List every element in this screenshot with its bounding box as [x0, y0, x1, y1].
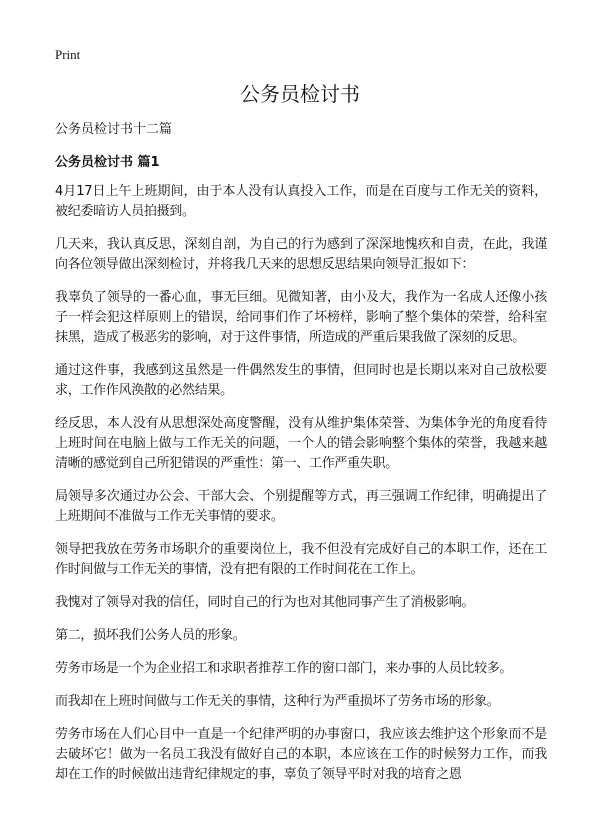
- paragraph: 我辜负了领导的一番心血，事无巨细。见微知著，由小及大，我作为一名成人还像小孩子一样会犯这样原则上的错误，给同事们作了坏榜样，影响了整个集体的荣誉，给科室抹黑，造成了极恶劣的影响，对于这件事情，所造成的严重后果我做了深刻的反思。: [55, 290, 547, 345]
- paragraph: 通过这件事，我感到这虽然是一件偶然发生的事情，但同时也是长期以来对自己放松要求，工作作风涣散的必然结果。: [55, 363, 547, 398]
- paragraph: 4月17日上午上班期间，由于本人没有认真投入工作，而是在百度与工作无关的资料，被纪委暗访人员拍摄到。: [55, 184, 547, 219]
- section-heading: 公务员检讨书 篇1: [55, 155, 160, 170]
- paragraph: 领导把我放在劳务市场职介的重要岗位上，我不但没有完成好自己的本职工作，还在工作时间做与工作无关的事情，没有把有限的工作时间花在工作上。: [55, 542, 547, 577]
- paragraph: 几天来，我认真反思，深刻自剖，为自己的行为感到了深深地愧疚和自责，在此，我谨向各位领导做出深刻检讨，并将我几天来的思想反思结果向领导汇报如下：: [55, 237, 547, 272]
- print-link[interactable]: Print: [55, 47, 81, 62]
- document-subtitle: 公务员检讨书十二篇: [55, 122, 173, 137]
- paragraph: 而我却在上班时间做与工作无关的事情，这种行为严重损坏了劳务市场的形象。: [55, 694, 500, 709]
- paragraph: 第二，损坏我们公务人员的形象。: [55, 628, 246, 643]
- document-body: [55, 182, 547, 798]
- paragraph: 我愧对了领导对我的信任，同时自己的行为也对其他同事产生了消极影响。: [55, 595, 475, 610]
- paragraph: 局领导多次通过办公会、干部大会、个别提醒等方式，再三强调工作纪律，明确提出了上班期间不准做与工作无关事情的要求。: [55, 489, 547, 524]
- paragraph: 劳务市场在人们心目中一直是一个纪律严明的办事窗口，我应该去维护这个形象而不是去破坏它！做为一名员工我没有做好自己的本职，本应该在工作的时候努力工作，而我却在工作的时候做出违背纪律规定的事，辜负了领导平时对我的培育之恩: [55, 727, 547, 782]
- paragraph: 劳务市场是一个为企业招工和求职者推荐工作的窗口部门，来办事的人员比较多。: [55, 661, 513, 676]
- paragraph: 经反思，本人没有从思想深处高度警醒，没有从维护集体荣誉、为集体争光的角度看待上班时间在电脑上做与工作无关的问题，一个人的错会影响整个集体的荣誉，我越来越清晰的感觉到自己所犯错误的严重性：第一、工作严重失职。: [55, 416, 547, 471]
- document-title: 公务员检讨书: [240, 82, 360, 106]
